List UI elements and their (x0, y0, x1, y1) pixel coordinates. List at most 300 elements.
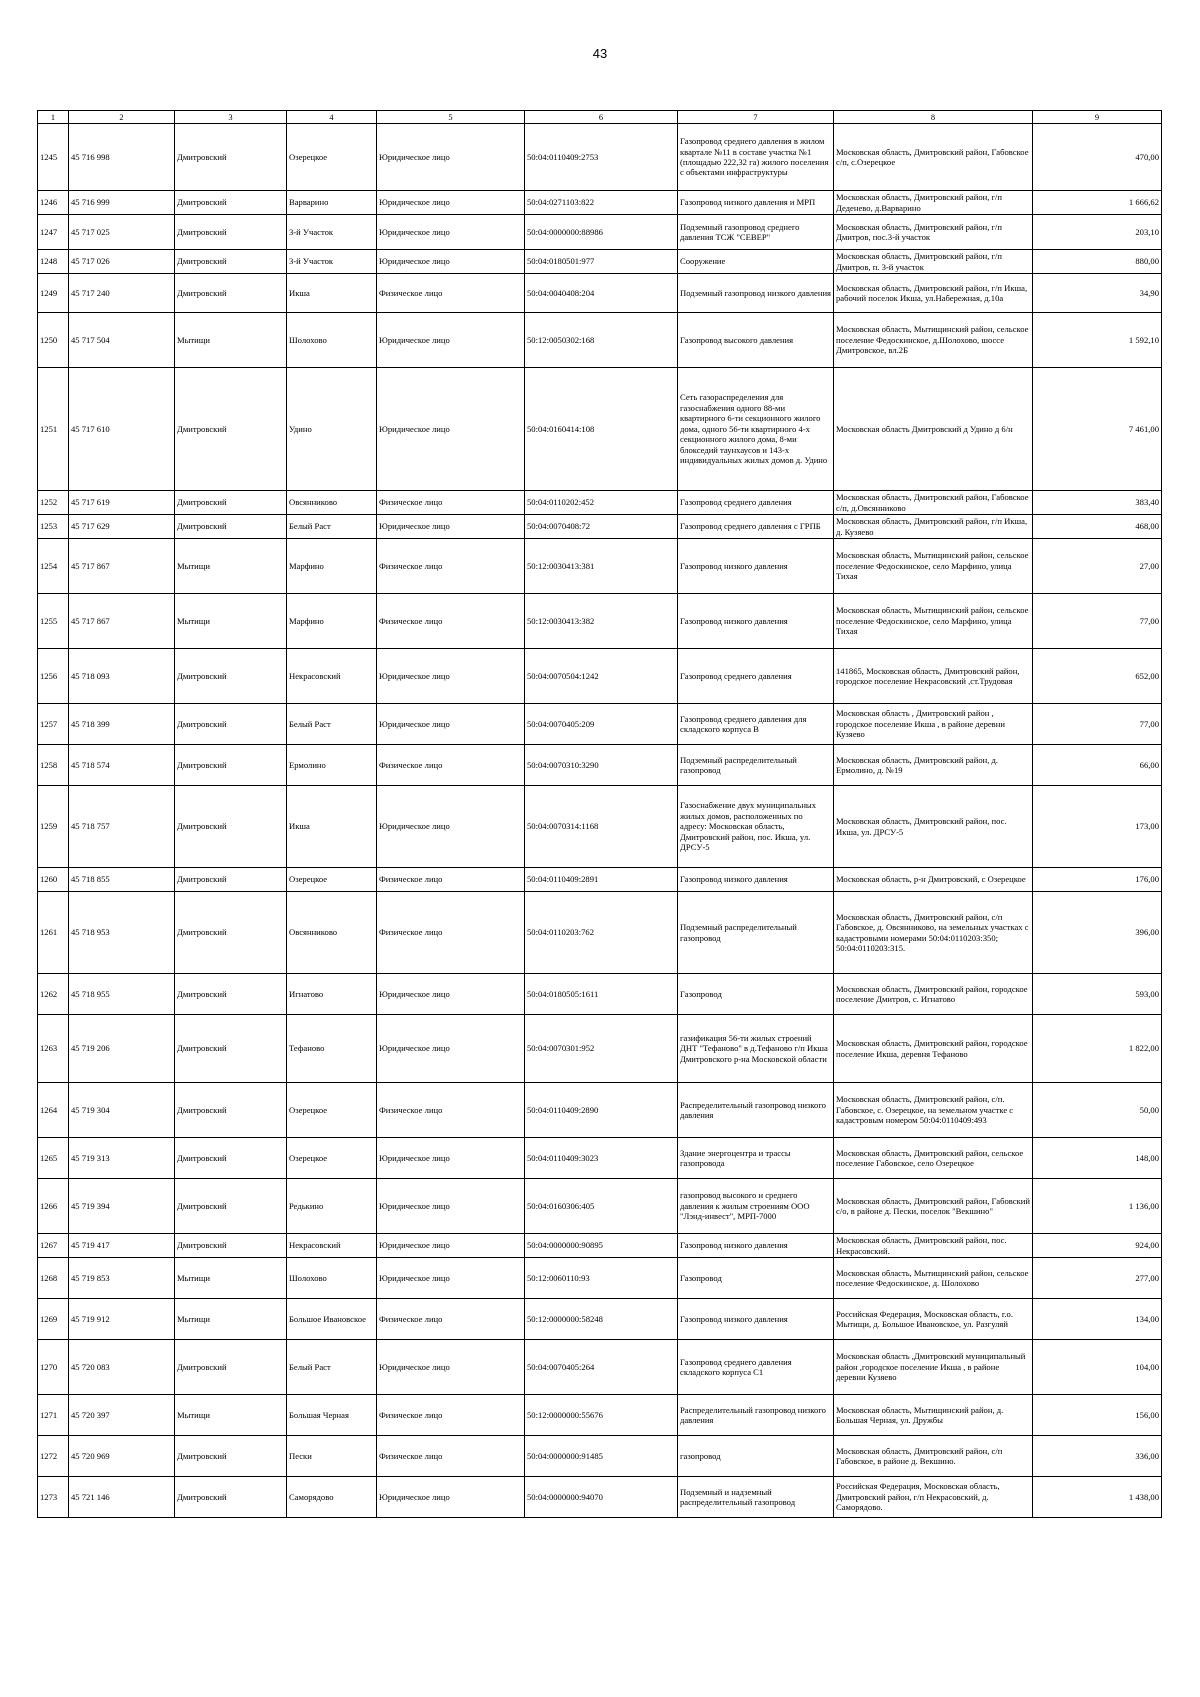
okato-code: 45 719 417 (69, 1234, 175, 1258)
object-description: Подземный распределительный газопровод (678, 892, 834, 974)
settlement: Овсянниково (287, 491, 377, 515)
okato-code: 45 720 083 (69, 1340, 175, 1395)
district: Мытищи (175, 1299, 287, 1340)
settlement: Икша (287, 786, 377, 868)
okato-code: 45 719 206 (69, 1015, 175, 1083)
cadastral-number: 50:04:0070301:952 (525, 1015, 678, 1083)
settlement: Удино (287, 368, 377, 491)
length-value: 203,10 (1033, 215, 1162, 250)
row-number: 1270 (38, 1340, 69, 1395)
cadastral-number: 50:04:0110409:3023 (525, 1138, 678, 1179)
table-row (38, 1179, 1162, 1234)
object-description: Газопровод среднего давления с ГРПБ (678, 515, 834, 539)
okato-code: 45 718 855 (69, 868, 175, 892)
length-value: 277,00 (1033, 1258, 1162, 1299)
length-value: 652,00 (1033, 649, 1162, 704)
okato-code: 45 720 969 (69, 1436, 175, 1477)
row-number: 1272 (38, 1436, 69, 1477)
length-value: 1 136,00 (1033, 1179, 1162, 1234)
table-row (38, 868, 1162, 892)
okato-code: 45 717 867 (69, 539, 175, 594)
settlement: 3-й Участок (287, 250, 377, 274)
cadastral-number: 50:04:0110202:452 (525, 491, 678, 515)
owner-type: Физическое лицо (377, 892, 525, 974)
register-table (37, 110, 1162, 1518)
length-value: 176,00 (1033, 868, 1162, 892)
length-value: 880,00 (1033, 250, 1162, 274)
row-number: 1245 (38, 124, 69, 191)
district: Дмитровский (175, 868, 287, 892)
object-description: газопровод высокого и среднего давления к жилым строениям ООО "Лэнд-инвест", МРП-7000 (678, 1179, 834, 1234)
table-row (38, 515, 1162, 539)
cadastral-number: 50:12:0000000:58248 (525, 1299, 678, 1340)
object-description: Газопровод высокого давления (678, 313, 834, 368)
length-value: 104,00 (1033, 1340, 1162, 1395)
district: Дмитровский (175, 786, 287, 868)
cadastral-number: 50:04:0000000:90895 (525, 1234, 678, 1258)
settlement: Шолохово (287, 1258, 377, 1299)
district: Дмитровский (175, 892, 287, 974)
okato-code: 45 717 619 (69, 491, 175, 515)
district: Дмитровский (175, 274, 287, 313)
row-number: 1273 (38, 1477, 69, 1518)
table-row (38, 1083, 1162, 1138)
settlement: Некрасовский (287, 1234, 377, 1258)
owner-type: Юридическое лицо (377, 250, 525, 274)
owner-type: Юридическое лицо (377, 368, 525, 491)
row-number: 1256 (38, 649, 69, 704)
okato-code: 45 717 025 (69, 215, 175, 250)
cadastral-number: 50:04:0110409:2753 (525, 124, 678, 191)
object-description: Газопровод низкого давления (678, 594, 834, 649)
owner-type: Юридическое лицо (377, 649, 525, 704)
row-number: 1265 (38, 1138, 69, 1179)
address: Московская область ,Дмитровский муниципальный район ,городское поселение Икша , в районе деревни Кузяево (834, 1340, 1033, 1395)
length-value: 173,00 (1033, 786, 1162, 868)
object-description: Газопровод среднего давления в жилом квартале №11 в составе участка №1 (площадью 222,32 га) жилого поселения с объектами инфраструктуры (678, 124, 834, 191)
column-header: 2 (69, 111, 175, 124)
okato-code: 45 719 394 (69, 1179, 175, 1234)
length-value: 148,00 (1033, 1138, 1162, 1179)
table-row (38, 491, 1162, 515)
address: Московская область Дмитровский д Удино д 6/н (834, 368, 1033, 491)
column-header: 1 (38, 111, 69, 124)
cadastral-number: 50:12:0030413:382 (525, 594, 678, 649)
settlement: Пески (287, 1436, 377, 1477)
district: Дмитровский (175, 368, 287, 491)
district: Дмитровский (175, 1138, 287, 1179)
cadastral-number: 50:12:0030413:381 (525, 539, 678, 594)
cadastral-number: 50:12:0000000:55676 (525, 1395, 678, 1436)
okato-code: 45 717 240 (69, 274, 175, 313)
address: Московская область, Мытищинский район, сельское поселение Федоскинское, д.Шолохово, шоссе Дмитровское, вл.2Б (834, 313, 1033, 368)
table-row (38, 274, 1162, 313)
table-row (38, 1299, 1162, 1340)
cadastral-number: 50:04:0110203:762 (525, 892, 678, 974)
table-row (38, 892, 1162, 974)
settlement: Тефаново (287, 1015, 377, 1083)
owner-type: Юридическое лицо (377, 124, 525, 191)
owner-type: Физическое лицо (377, 1299, 525, 1340)
owner-type: Юридическое лицо (377, 704, 525, 745)
row-number: 1262 (38, 974, 69, 1015)
row-number: 1250 (38, 313, 69, 368)
length-value: 27,00 (1033, 539, 1162, 594)
cadastral-number: 50:04:0070310:3290 (525, 745, 678, 786)
length-value: 77,00 (1033, 704, 1162, 745)
district: Дмитровский (175, 250, 287, 274)
address: Московская область, Дмитровский район, с/п Габовское, д. Овсянниково, на земельных участках с кадастровыми номерами 50:04:0110203:350; 50:04:0110203:315. (834, 892, 1033, 974)
district: Дмитровский (175, 1436, 287, 1477)
address: Московская область, Дмитровский район, Габовское с/п, д.Овсянниково (834, 491, 1033, 515)
owner-type: Физическое лицо (377, 594, 525, 649)
okato-code: 45 718 574 (69, 745, 175, 786)
settlement: Саморядово (287, 1477, 377, 1518)
cadastral-number: 50:04:0160414:108 (525, 368, 678, 491)
table-row (38, 1258, 1162, 1299)
settlement: Ермолино (287, 745, 377, 786)
settlement: Шолохово (287, 313, 377, 368)
settlement: Некрасовский (287, 649, 377, 704)
okato-code: 45 718 953 (69, 892, 175, 974)
length-value: 1 592,10 (1033, 313, 1162, 368)
row-number: 1261 (38, 892, 69, 974)
object-description: Газопровод среднего давления для складского корпуса В (678, 704, 834, 745)
row-number: 1254 (38, 539, 69, 594)
length-value: 593,00 (1033, 974, 1162, 1015)
owner-type: Юридическое лицо (377, 191, 525, 215)
okato-code: 45 719 313 (69, 1138, 175, 1179)
header-row (38, 111, 1162, 124)
owner-type: Физическое лицо (377, 491, 525, 515)
table-row (38, 1340, 1162, 1395)
cadastral-number: 50:04:0070314:1168 (525, 786, 678, 868)
table-row (38, 745, 1162, 786)
address: Московская область, Дмитровский район, пос. Икша, ул. ДРСУ-5 (834, 786, 1033, 868)
column-header: 6 (525, 111, 678, 124)
owner-type: Юридическое лицо (377, 1234, 525, 1258)
table-row (38, 1234, 1162, 1258)
cadastral-number: 50:04:0070405:264 (525, 1340, 678, 1395)
district: Мытищи (175, 1258, 287, 1299)
settlement: Озерецкое (287, 1083, 377, 1138)
settlement: Озерецкое (287, 124, 377, 191)
address: Московская область, Дмитровский район, д. Ермолино, д. №19 (834, 745, 1033, 786)
okato-code: 45 717 504 (69, 313, 175, 368)
length-value: 50,00 (1033, 1083, 1162, 1138)
owner-type: Юридическое лицо (377, 1258, 525, 1299)
address: Московская область, Мытищинский район, сельское поселение Федоскинское, д. Шолохово (834, 1258, 1033, 1299)
object-description: Подземный газопровод низкого давления (678, 274, 834, 313)
table-row (38, 124, 1162, 191)
row-number: 1266 (38, 1179, 69, 1234)
object-description: Газопровод среднего давления (678, 491, 834, 515)
cadastral-number: 50:12:0060110:93 (525, 1258, 678, 1299)
owner-type: Физическое лицо (377, 274, 525, 313)
row-number: 1255 (38, 594, 69, 649)
owner-type: Физическое лицо (377, 539, 525, 594)
object-description: Газопровод низкого давления (678, 1234, 834, 1258)
column-header: 3 (175, 111, 287, 124)
length-value: 1 822,00 (1033, 1015, 1162, 1083)
address: Московская область, Дмитровский район, сельское поселение Габовское, село Озерецкое (834, 1138, 1033, 1179)
settlement: Икша (287, 274, 377, 313)
address: 141865, Московская область, Дмитровский район, городское поселение Некрасовский ,ст.Трудовая (834, 649, 1033, 704)
object-description: Сооружение (678, 250, 834, 274)
column-header: 9 (1033, 111, 1162, 124)
row-number: 1269 (38, 1299, 69, 1340)
owner-type: Физическое лицо (377, 1395, 525, 1436)
table-row (38, 1138, 1162, 1179)
district: Дмитровский (175, 191, 287, 215)
length-value: 1 666,62 (1033, 191, 1162, 215)
row-number: 1259 (38, 786, 69, 868)
okato-code: 45 718 399 (69, 704, 175, 745)
district: Дмитровский (175, 649, 287, 704)
address: Московская область, Дмитровский район, г/п Деденево, д.Варварино (834, 191, 1033, 215)
okato-code: 45 716 999 (69, 191, 175, 215)
object-description: Распределительный газопровод низкого давления (678, 1395, 834, 1436)
okato-code: 45 718 955 (69, 974, 175, 1015)
okato-code: 45 717 610 (69, 368, 175, 491)
cadastral-number: 50:04:0180505:1611 (525, 974, 678, 1015)
settlement: Варварино (287, 191, 377, 215)
address: Московская область, Дмитровский район, г/п Дмитров, п. 3-й участок (834, 250, 1033, 274)
cadastral-number: 50:04:0040408:204 (525, 274, 678, 313)
table-row (38, 1477, 1162, 1518)
district: Дмитровский (175, 124, 287, 191)
district: Дмитровский (175, 1340, 287, 1395)
owner-type: Физическое лицо (377, 1436, 525, 1477)
length-value: 134,00 (1033, 1299, 1162, 1340)
table-row (38, 250, 1162, 274)
cadastral-number: 50:04:0271103:822 (525, 191, 678, 215)
object-description: Подземный распределительный газопровод (678, 745, 834, 786)
cadastral-number: 50:04:0110409:2890 (525, 1083, 678, 1138)
address: Московская область, Мытищинский район, д. Большая Черная, ул. Дружбы (834, 1395, 1033, 1436)
okato-code: 45 721 146 (69, 1477, 175, 1518)
okato-code: 45 718 757 (69, 786, 175, 868)
row-number: 1246 (38, 191, 69, 215)
object-description: газификация 56-ти жилых строений ДНТ "Тефаново" в д.Тефаново г/п Икша Дмитровского р-на Московской области (678, 1015, 834, 1083)
address: Московская область, Дмитровский район, с/п. Габовское, с. Озерецкое, на земельном участке с кадастровым номером 50:04:0110409:493 (834, 1083, 1033, 1138)
owner-type: Юридическое лицо (377, 974, 525, 1015)
object-description: Газопровод низкого давления (678, 539, 834, 594)
address: Российская Федерация, Московская область, Дмитровский район, г/п Некрасовский, д. Саморядово. (834, 1477, 1033, 1518)
row-number: 1247 (38, 215, 69, 250)
object-description: Газопровод низкого давления (678, 868, 834, 892)
table-row (38, 313, 1162, 368)
owner-type: Юридическое лицо (377, 1015, 525, 1083)
okato-code: 45 719 853 (69, 1258, 175, 1299)
row-number: 1248 (38, 250, 69, 274)
okato-code: 45 717 629 (69, 515, 175, 539)
settlement: Озерецкое (287, 1138, 377, 1179)
address: Московская область, Дмитровский район, Габовское с/п, с.Озерецкое (834, 124, 1033, 191)
settlement: Белый Раст (287, 515, 377, 539)
object-description: Газопровод (678, 974, 834, 1015)
row-number: 1263 (38, 1015, 69, 1083)
district: Мытищи (175, 1395, 287, 1436)
length-value: 66,00 (1033, 745, 1162, 786)
owner-type: Юридическое лицо (377, 1340, 525, 1395)
row-number: 1257 (38, 704, 69, 745)
cadastral-number: 50:04:0180501:977 (525, 250, 678, 274)
object-description: Распределительный газопровод низкого давления (678, 1083, 834, 1138)
address: Московская область, Дмитровский район, городское поселение Дмитров, с. Игнатово (834, 974, 1033, 1015)
length-value: 7 461,00 (1033, 368, 1162, 491)
cadastral-number: 50:12:0050302:168 (525, 313, 678, 368)
row-number: 1249 (38, 274, 69, 313)
settlement: Овсянниково (287, 892, 377, 974)
length-value: 336,00 (1033, 1436, 1162, 1477)
district: Дмитровский (175, 1083, 287, 1138)
owner-type: Юридическое лицо (377, 786, 525, 868)
table-row (38, 368, 1162, 491)
owner-type: Юридическое лицо (377, 313, 525, 368)
row-number: 1251 (38, 368, 69, 491)
cadastral-number: 50:04:0000000:91485 (525, 1436, 678, 1477)
object-description: Сеть газораспределения для газоснабжения одного 88-ми квартирного 6-ти секционного жилого дома, одного 56-ти квартирного 4-х секционного жилого дома, 8-ми блокседий таунхаусов и 143-х индивидуальных жилых домов д. Удино (678, 368, 834, 491)
district: Дмитровский (175, 1179, 287, 1234)
table-row (38, 539, 1162, 594)
row-number: 1267 (38, 1234, 69, 1258)
settlement: Игнатово (287, 974, 377, 1015)
okato-code: 45 720 397 (69, 1395, 175, 1436)
length-value: 1 438,00 (1033, 1477, 1162, 1518)
cadastral-number: 50:04:0160306:405 (525, 1179, 678, 1234)
column-header: 7 (678, 111, 834, 124)
table-row (38, 649, 1162, 704)
object-description: Газоснабжение двух муниципальных жилых домов, расположенных по адресу: Московская область, Дмитровский район, пос. Икша, ул. ДРСУ-5 (678, 786, 834, 868)
address: Московская область, Дмитровский район, пос. Некрасовский. (834, 1234, 1033, 1258)
length-value: 156,00 (1033, 1395, 1162, 1436)
cadastral-number: 50:04:0110409:2891 (525, 868, 678, 892)
settlement: Большое Ивановское (287, 1299, 377, 1340)
district: Дмитровский (175, 745, 287, 786)
length-value: 396,00 (1033, 892, 1162, 974)
okato-code: 45 719 912 (69, 1299, 175, 1340)
object-description: Газопровод среднего давления складского корпуса С1 (678, 1340, 834, 1395)
address: Московская область , Дмитровский район , городское поселение Икша , в районе деревни Кузяево (834, 704, 1033, 745)
length-value: 77,00 (1033, 594, 1162, 649)
settlement: Озерецкое (287, 868, 377, 892)
length-value: 34,90 (1033, 274, 1162, 313)
address: Российская Федерация, Московская область, г.о. Мытищи, д. Большое Ивановское, ул. Разгуляй (834, 1299, 1033, 1340)
column-header: 8 (834, 111, 1033, 124)
length-value: 470,00 (1033, 124, 1162, 191)
district: Дмитровский (175, 974, 287, 1015)
table-row (38, 974, 1162, 1015)
row-number: 1253 (38, 515, 69, 539)
cadastral-number: 50:04:0070405:209 (525, 704, 678, 745)
length-value: 383,40 (1033, 491, 1162, 515)
district: Дмитровский (175, 1234, 287, 1258)
okato-code: 45 717 026 (69, 250, 175, 274)
district: Мытищи (175, 594, 287, 649)
owner-type: Юридическое лицо (377, 515, 525, 539)
okato-code: 45 718 093 (69, 649, 175, 704)
owner-type: Юридическое лицо (377, 1179, 525, 1234)
row-number: 1252 (38, 491, 69, 515)
cadastral-number: 50:04:0070504:1242 (525, 649, 678, 704)
okato-code: 45 716 998 (69, 124, 175, 191)
object-description: Газопровод низкого давления (678, 1299, 834, 1340)
address: Московская область, Дмитровский район, г/п Икша, д. Кузяево (834, 515, 1033, 539)
table-row (38, 1395, 1162, 1436)
settlement: 3-й Участок (287, 215, 377, 250)
object-description: Подземный газопровод среднего давления ТСЖ "СЕВЕР" (678, 215, 834, 250)
object-description: Газопровод (678, 1258, 834, 1299)
owner-type: Физическое лицо (377, 1083, 525, 1138)
district: Дмитровский (175, 704, 287, 745)
settlement: Большая Черная (287, 1395, 377, 1436)
address: Московская область, Дмитровский район, г/п Дмитров, пос.3-й участок (834, 215, 1033, 250)
row-number: 1271 (38, 1395, 69, 1436)
length-value: 924,00 (1033, 1234, 1162, 1258)
owner-type: Физическое лицо (377, 745, 525, 786)
row-number: 1260 (38, 868, 69, 892)
cadastral-number: 50:04:0070408:72 (525, 515, 678, 539)
column-header: 5 (377, 111, 525, 124)
object-description: газопровод (678, 1436, 834, 1477)
address: Московская область, Мытищинский район, сельское поселение Федоскинское, село Марфино, улица Тихая (834, 594, 1033, 649)
settlement: Белый Раст (287, 704, 377, 745)
okato-code: 45 719 304 (69, 1083, 175, 1138)
okato-code: 45 717 867 (69, 594, 175, 649)
object-description: Газопровод низкого давления и МРП (678, 191, 834, 215)
object-description: Газопровод среднего давления (678, 649, 834, 704)
district: Дмитровский (175, 215, 287, 250)
district: Дмитровский (175, 515, 287, 539)
address: Московская область, Дмитровский район, г/п Икша, рабочий поселок Икша, ул.Набережная, д.10а (834, 274, 1033, 313)
settlement: Редькино (287, 1179, 377, 1234)
table-row (38, 594, 1162, 649)
owner-type: Юридическое лицо (377, 215, 525, 250)
table-row (38, 191, 1162, 215)
length-value: 468,00 (1033, 515, 1162, 539)
owner-type: Физическое лицо (377, 868, 525, 892)
table-row (38, 1436, 1162, 1477)
address: Московская область, Дмитровский район, городское поселение Икша, деревня Тефаново (834, 1015, 1033, 1083)
cadastral-number: 50:04:0000000:88986 (525, 215, 678, 250)
district: Мытищи (175, 539, 287, 594)
table-body (38, 124, 1162, 1518)
owner-type: Юридическое лицо (377, 1477, 525, 1518)
settlement: Марфино (287, 594, 377, 649)
table-row (38, 786, 1162, 868)
row-number: 1268 (38, 1258, 69, 1299)
table-row (38, 704, 1162, 745)
page-number: 43 (592, 46, 608, 61)
district: Дмитровский (175, 1477, 287, 1518)
settlement: Белый Раст (287, 1340, 377, 1395)
district: Дмитровский (175, 491, 287, 515)
column-header: 4 (287, 111, 377, 124)
table-row (38, 215, 1162, 250)
table-row (38, 1015, 1162, 1083)
row-number: 1258 (38, 745, 69, 786)
owner-type: Юридическое лицо (377, 1138, 525, 1179)
address: Московская область, Дмитровский район, Габовский с/о, в районе д. Пески, поселок "Векшино" (834, 1179, 1033, 1234)
address: Московская область, Мытищинский район, сельское поселение Федоскинское, село Марфино, улица Тихая (834, 539, 1033, 594)
cadastral-number: 50:04:0000000:94070 (525, 1477, 678, 1518)
object-description: Подземный и надземный распределительный газопровод (678, 1477, 834, 1518)
address: Московская область, р-н Дмитровский, с Озерецкое (834, 868, 1033, 892)
address: Московская область, Дмитровский район, с/п Габовское, в районе д. Векшино. (834, 1436, 1033, 1477)
object-description: Здание энергоцентра и трассы газопровода (678, 1138, 834, 1179)
district: Дмитровский (175, 1015, 287, 1083)
